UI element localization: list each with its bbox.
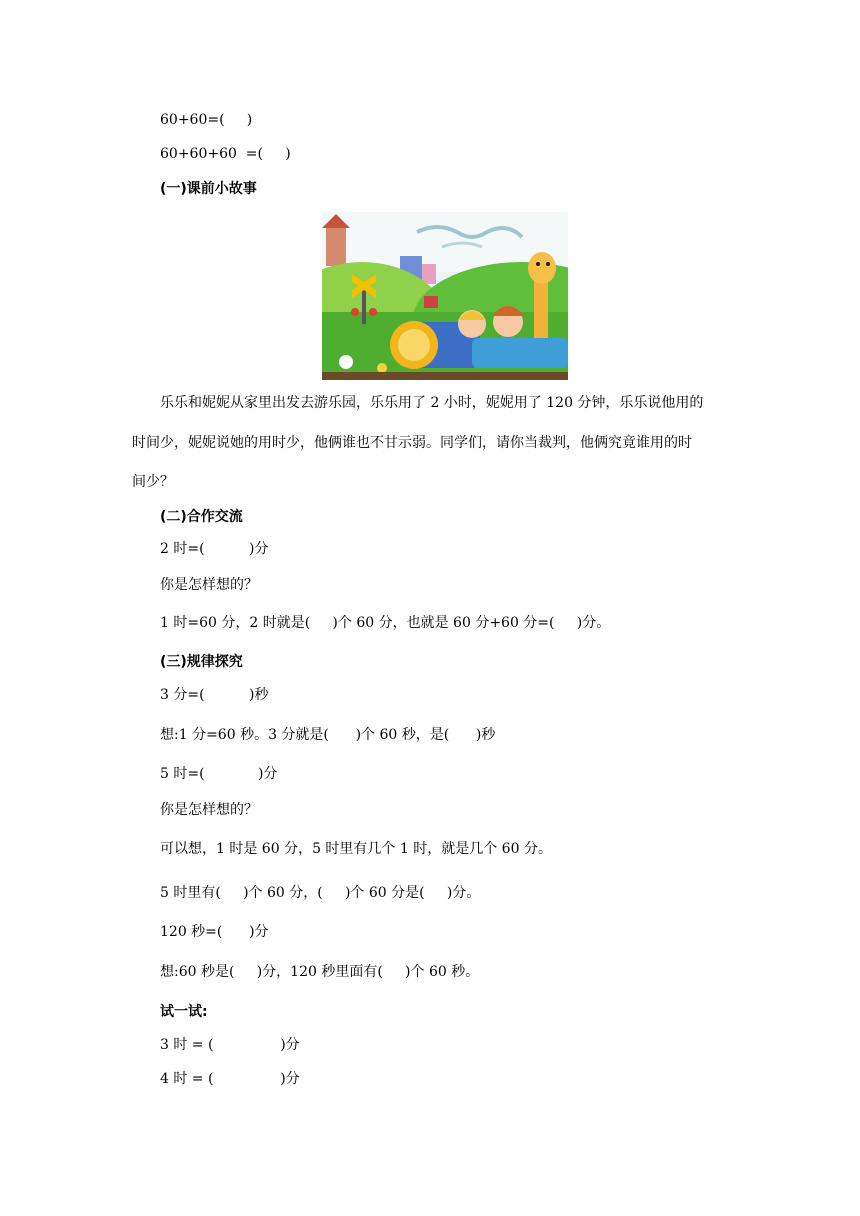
story-paragraph-line: 时间少，妮妮说她的用时少，他俩谁也不甘示弱。同学们，请你当裁判，他俩究竟谁用的时 <box>132 435 692 451</box>
exercise-line: 5 时=( )分 <box>160 766 278 782</box>
section-heading: (一)课前小故事 <box>160 181 257 197</box>
exercise-line: 3 分=( )秒 <box>160 687 269 703</box>
explanation-line: 可以想，1 时是 60 分，5 时里有几个 1 时，就是几个 60 分。 <box>160 841 552 857</box>
explanation-line: 想:60 秒是( )分，120 秒里面有( )个 60 秒。 <box>160 964 480 980</box>
section-heading: (三)规律探究 <box>160 654 243 670</box>
explanation-line: 想:1 分=60 秒。3 分就是( )个 60 秒，是( )秒 <box>160 727 496 743</box>
section-heading: (二)合作交流 <box>160 509 243 525</box>
question-line: 你是怎样想的？ <box>160 802 258 818</box>
equation-line: 60+60+60 =( ) <box>160 146 291 162</box>
story-paragraph-line: 间少？ <box>132 474 174 490</box>
exercise-line: 4 时 = ( )分 <box>160 1071 300 1087</box>
question-line: 你是怎样想的？ <box>160 577 258 593</box>
exercise-line: 120 秒=( )分 <box>160 924 269 940</box>
section-heading: 试一试: <box>160 1004 208 1020</box>
story-paragraph-line: 乐乐和妮妮从家里出发去游乐园，乐乐用了 2 小时，妮妮用了 120 分钟，乐乐说他用的 <box>160 395 704 411</box>
exercise-line: 2 时=( )分 <box>160 541 269 557</box>
story-illustration <box>322 212 568 380</box>
cartoon-scene-image <box>322 212 568 380</box>
explanation-line: 1 时=60 分，2 时就是( )个 60 分，也就是 60 分+60 分=( )分。 <box>160 615 611 631</box>
equation-line: 60+60=( ) <box>160 112 253 128</box>
explanation-line: 5 时里有( )个 60 分，( )个 60 分是( )分。 <box>160 885 481 901</box>
exercise-line: 3 时 = ( )分 <box>160 1037 300 1053</box>
